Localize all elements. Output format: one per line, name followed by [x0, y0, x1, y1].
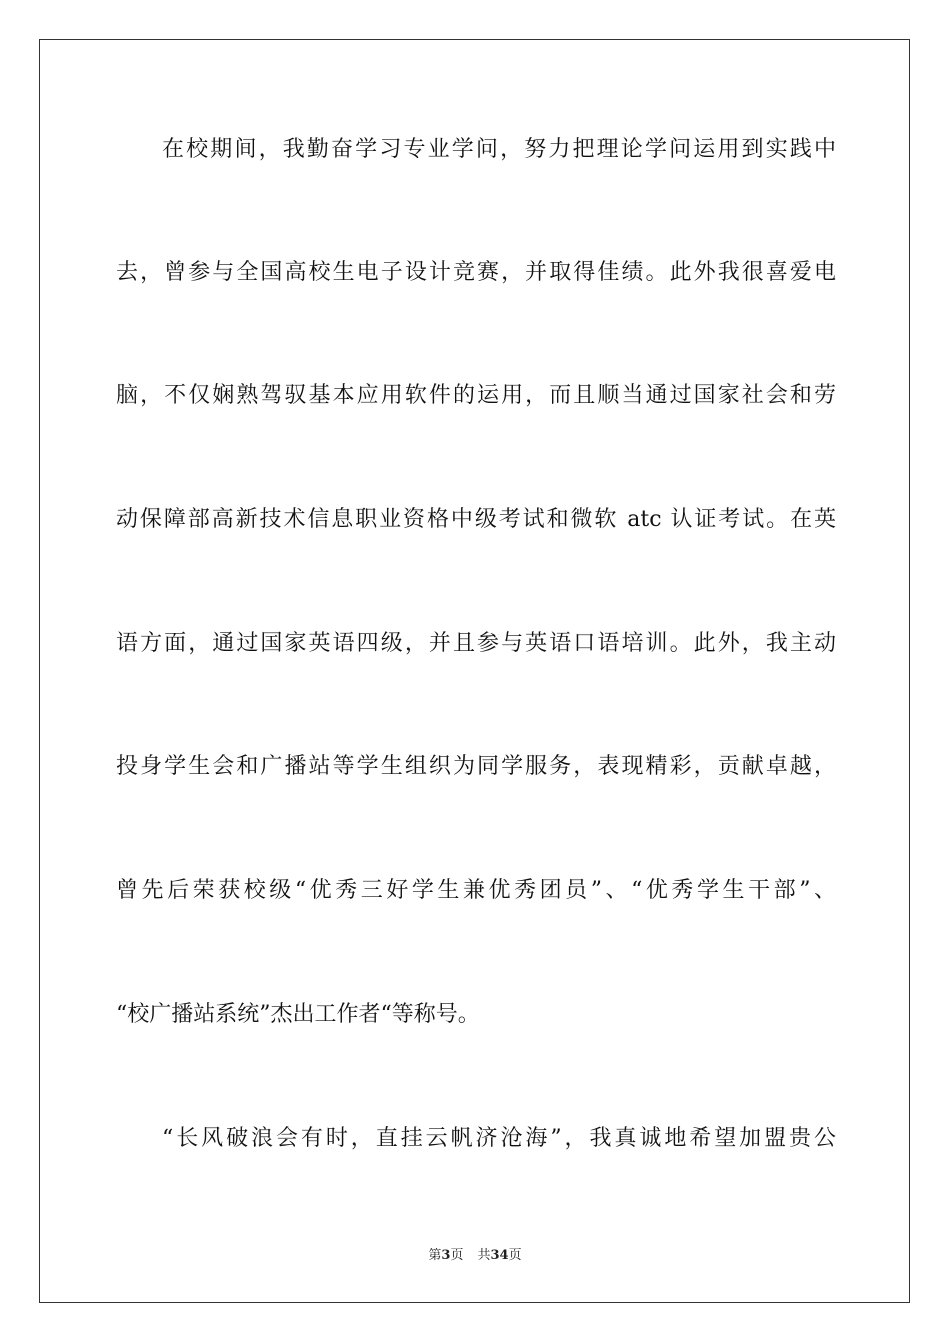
- page-prefix: 第: [428, 1248, 442, 1263]
- total-suffix: 页: [508, 1248, 522, 1263]
- total-prefix: 共: [477, 1248, 491, 1263]
- paragraph-line: “校广播站系统”杰出工作者“等称号。: [116, 1002, 480, 1027]
- paragraph-line: 去，曾参与全国高校生电子设计竞赛，并取得佳绩。此外我很喜爱电: [116, 260, 836, 285]
- paragraph-line: 投身学生会和广播站等学生组织为同学服务，表现精彩，贡献卓越，: [116, 754, 836, 779]
- paragraph-line: “长风破浪会有时，直挂云帆济沧海”，我真诚地希望加盟贵公: [162, 1126, 836, 1151]
- total-pages: 34: [490, 1248, 509, 1263]
- page-number: 3: [441, 1248, 451, 1263]
- page-footer: [0, 1247, 950, 1265]
- paragraph-line: 语方面，通过国家英语四级，并且参与英语口语培训。此外，我主动: [116, 631, 836, 656]
- page-suffix: 页: [450, 1248, 464, 1263]
- paragraph-line: 曾先后荣获校级“优秀三好学生兼优秀团员”、“优秀学生干部”、: [116, 878, 836, 903]
- paragraph-line: 在校期间，我勤奋学习专业学问，努力把理论学问运用到实践中: [162, 137, 836, 162]
- paragraph-line: 动保障部高新技术信息职业资格中级考试和微软 atc 认证考试。在英: [116, 507, 836, 532]
- page-border: [39, 39, 910, 1303]
- paragraph-line: 脑，不仅娴熟驾驭基本应用软件的运用，而且顺当通过国家社会和劳: [116, 383, 836, 408]
